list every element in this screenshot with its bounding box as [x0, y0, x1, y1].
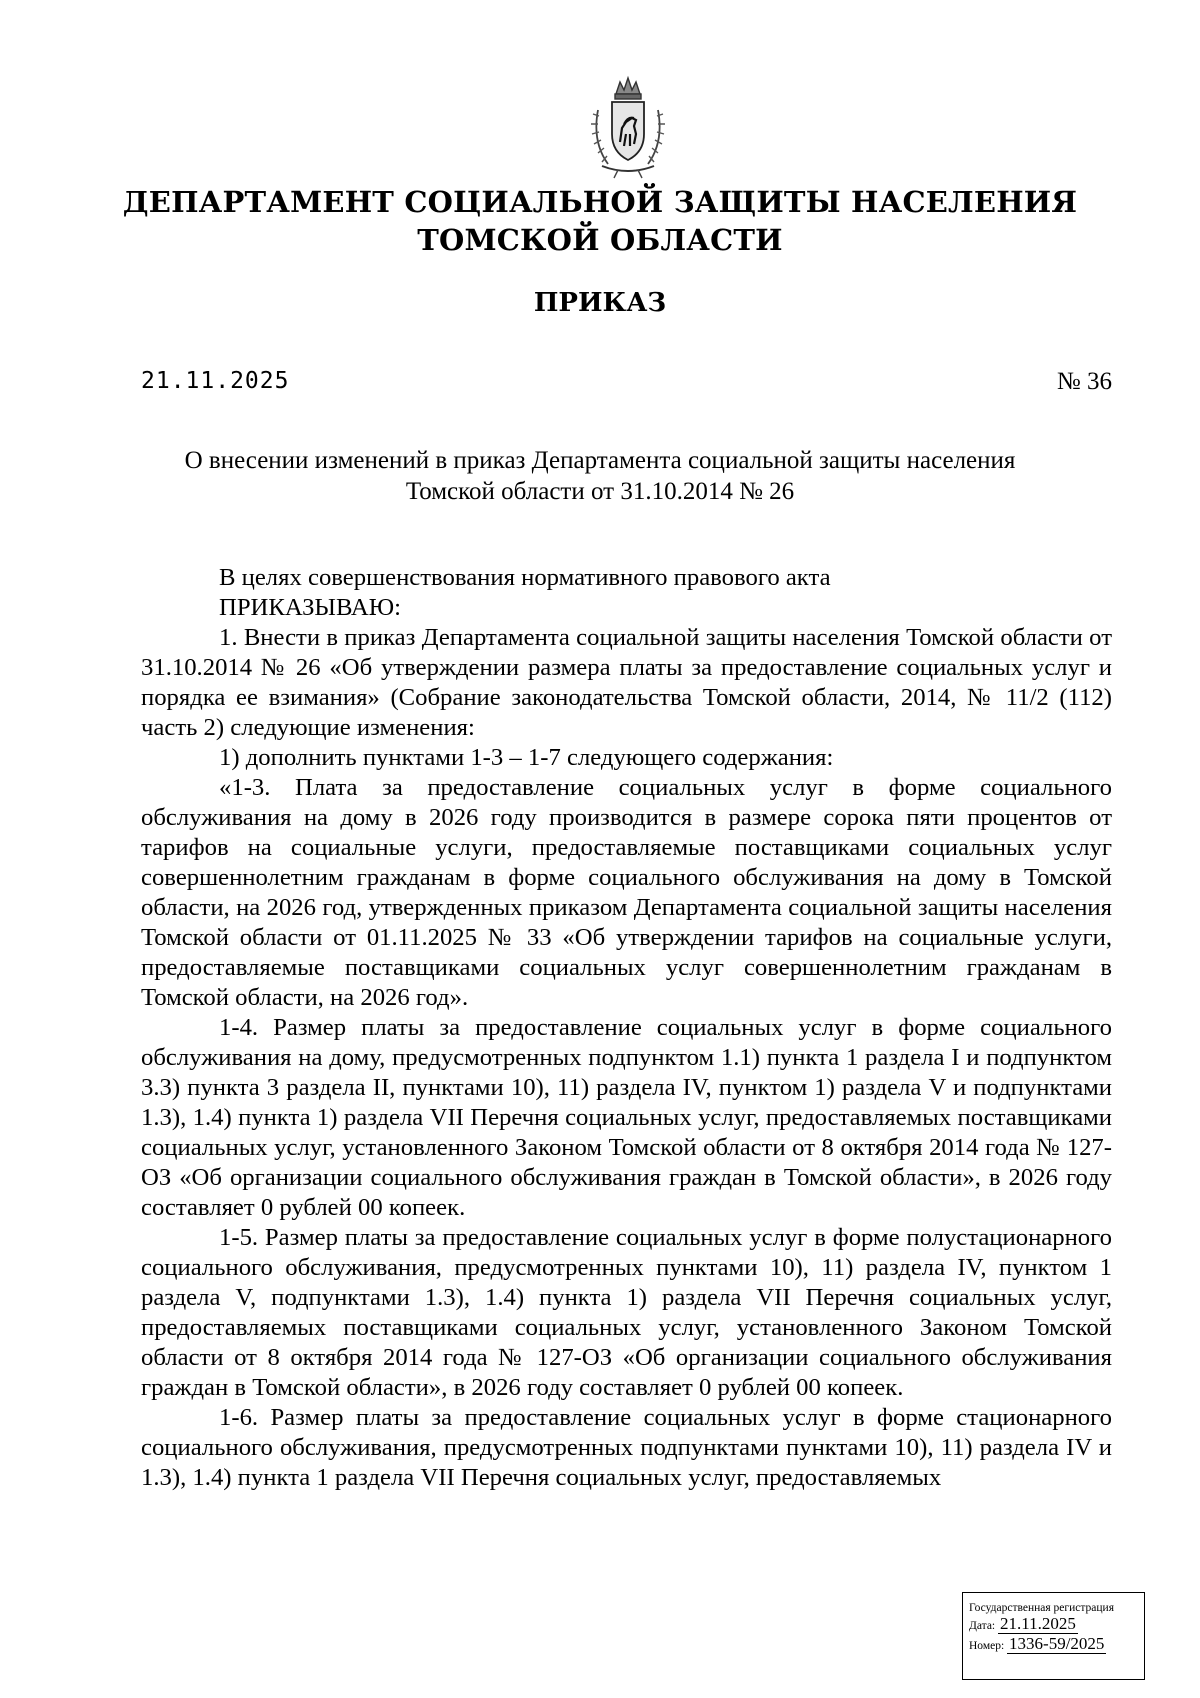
order-body [141, 563, 1112, 1493]
body-paragraph: 1-6. Размер платы за предоставление социальных услуг в форме стационарного социального обслуживания, предусмотренных подпунктами пунктами 10), 11) раздела IV и 1.3), 1.4) пункта 1 раздела VII Перечня социальных услуг, предоставляемых [141, 1404, 1112, 1491]
stamp-number-value: 1336-59/2025 [1009, 1634, 1105, 1653]
stamp-number-row [963, 1635, 1144, 1655]
body-paragraph: В целях совершенствования нормативного правового акта [219, 564, 831, 591]
organization-name [0, 183, 1200, 259]
subject-line-2: Томской области от 31.10.2014 № 26 [405, 478, 795, 505]
stamp-date-row [963, 1615, 1144, 1635]
order-number: № 36 [1056, 368, 1112, 395]
body-paragraph: ПРИКАЗЫВАЮ: [219, 594, 401, 621]
stamp-number-label: Номер: [969, 1640, 1005, 1652]
organization-line-2: ТОМСКОЙ ОБЛАСТИ [417, 223, 783, 257]
body-paragraph: «1-3. Плата за предоставление социальных услуг в форме социального обслуживания на дому в 2026 году производится в размере сорока пяти процентов от тарифов на социальные услуги, предоставляемые поставщиками социальных услуг совершеннолетним гражданам в форме социального обслуживания на дому в Томской области, на 2026 год, утвержденных приказом Департамента социальной защиты населения Томской области от 01.11.2025 № 33 «Об утверждении тарифов на социальные услуги, предоставляемые поставщиками социальных услуг совершеннолетним гражданам в Томской области, на 2026 год». [141, 774, 1112, 1011]
order-subject [0, 445, 1200, 507]
body-paragraph: 1) дополнить пунктами 1-3 – 1-7 следующего содержания: [219, 744, 834, 771]
document-type: ПРИКАЗ [533, 288, 667, 318]
stamp-date-label: Дата: [969, 1620, 996, 1632]
coat-of-arms-icon [568, 72, 688, 182]
stamp-header: Государственная регистрация [969, 1602, 1114, 1614]
body-paragraph: 1-4. Размер платы за предоставление социальных услуг в форме социального обслуживания на дому, предусмотренных подпунктом 1.1) пункта 1 раздела I и подпунктом 3.3) пункта 3 раздела II, пунктами 10), 11) раздела IV, пунктом 1) раздела V и подпунктами 1.3), 1.4) пункта 1) раздела VII Перечня социальных услуг, предоставляемых поставщиками социальных услуг, установленного Законом Томской области от 8 октября 2014 года № 127-ОЗ «Об организации социального обслуживания граждан в Томской области», в 2026 году составляет 0 рублей 00 копеек. [141, 1014, 1112, 1221]
subject-line-1: О внесении изменений в приказ Департамента социальной защиты населения [184, 447, 1016, 474]
registration-stamp [962, 1592, 1145, 1680]
stamp-date-value: 21.11.2025 [1000, 1614, 1076, 1633]
organization-line-1: ДЕПАРТАМЕНТ СОЦИАЛЬНОЙ ЗАЩИТЫ НАСЕЛЕНИЯ [122, 185, 1078, 219]
body-paragraph: 1-5. Размер платы за предоставление социальных услуг в форме полустационарного социального обслуживания, предусмотренных пунктами 10), 11) раздела IV, пунктом 1 раздела V, подпунктами 1.3), 1.4) пункта 1) раздела VII Перечня социальных услуг, предоставляемых поставщиками социальных услуг, установленного Законом Томской области от 8 октября 2014 года № 127-ОЗ «Об организации социального обслуживания граждан в Томской области», в 2026 году составляет 0 рублей 00 копеек. [141, 1224, 1112, 1401]
body-paragraph: 1. Внести в приказ Департамента социальной защиты населения Томской области от 31.10.2014 № 26 «Об утверждении размера платы за предоставление социальных услуг и порядка ее взимания» (Собрание законодательства Томской области, 2014, № 11/2 (112) часть 2) следующие изменения: [141, 624, 1112, 741]
order-date: 21.11.2025 [141, 368, 290, 394]
